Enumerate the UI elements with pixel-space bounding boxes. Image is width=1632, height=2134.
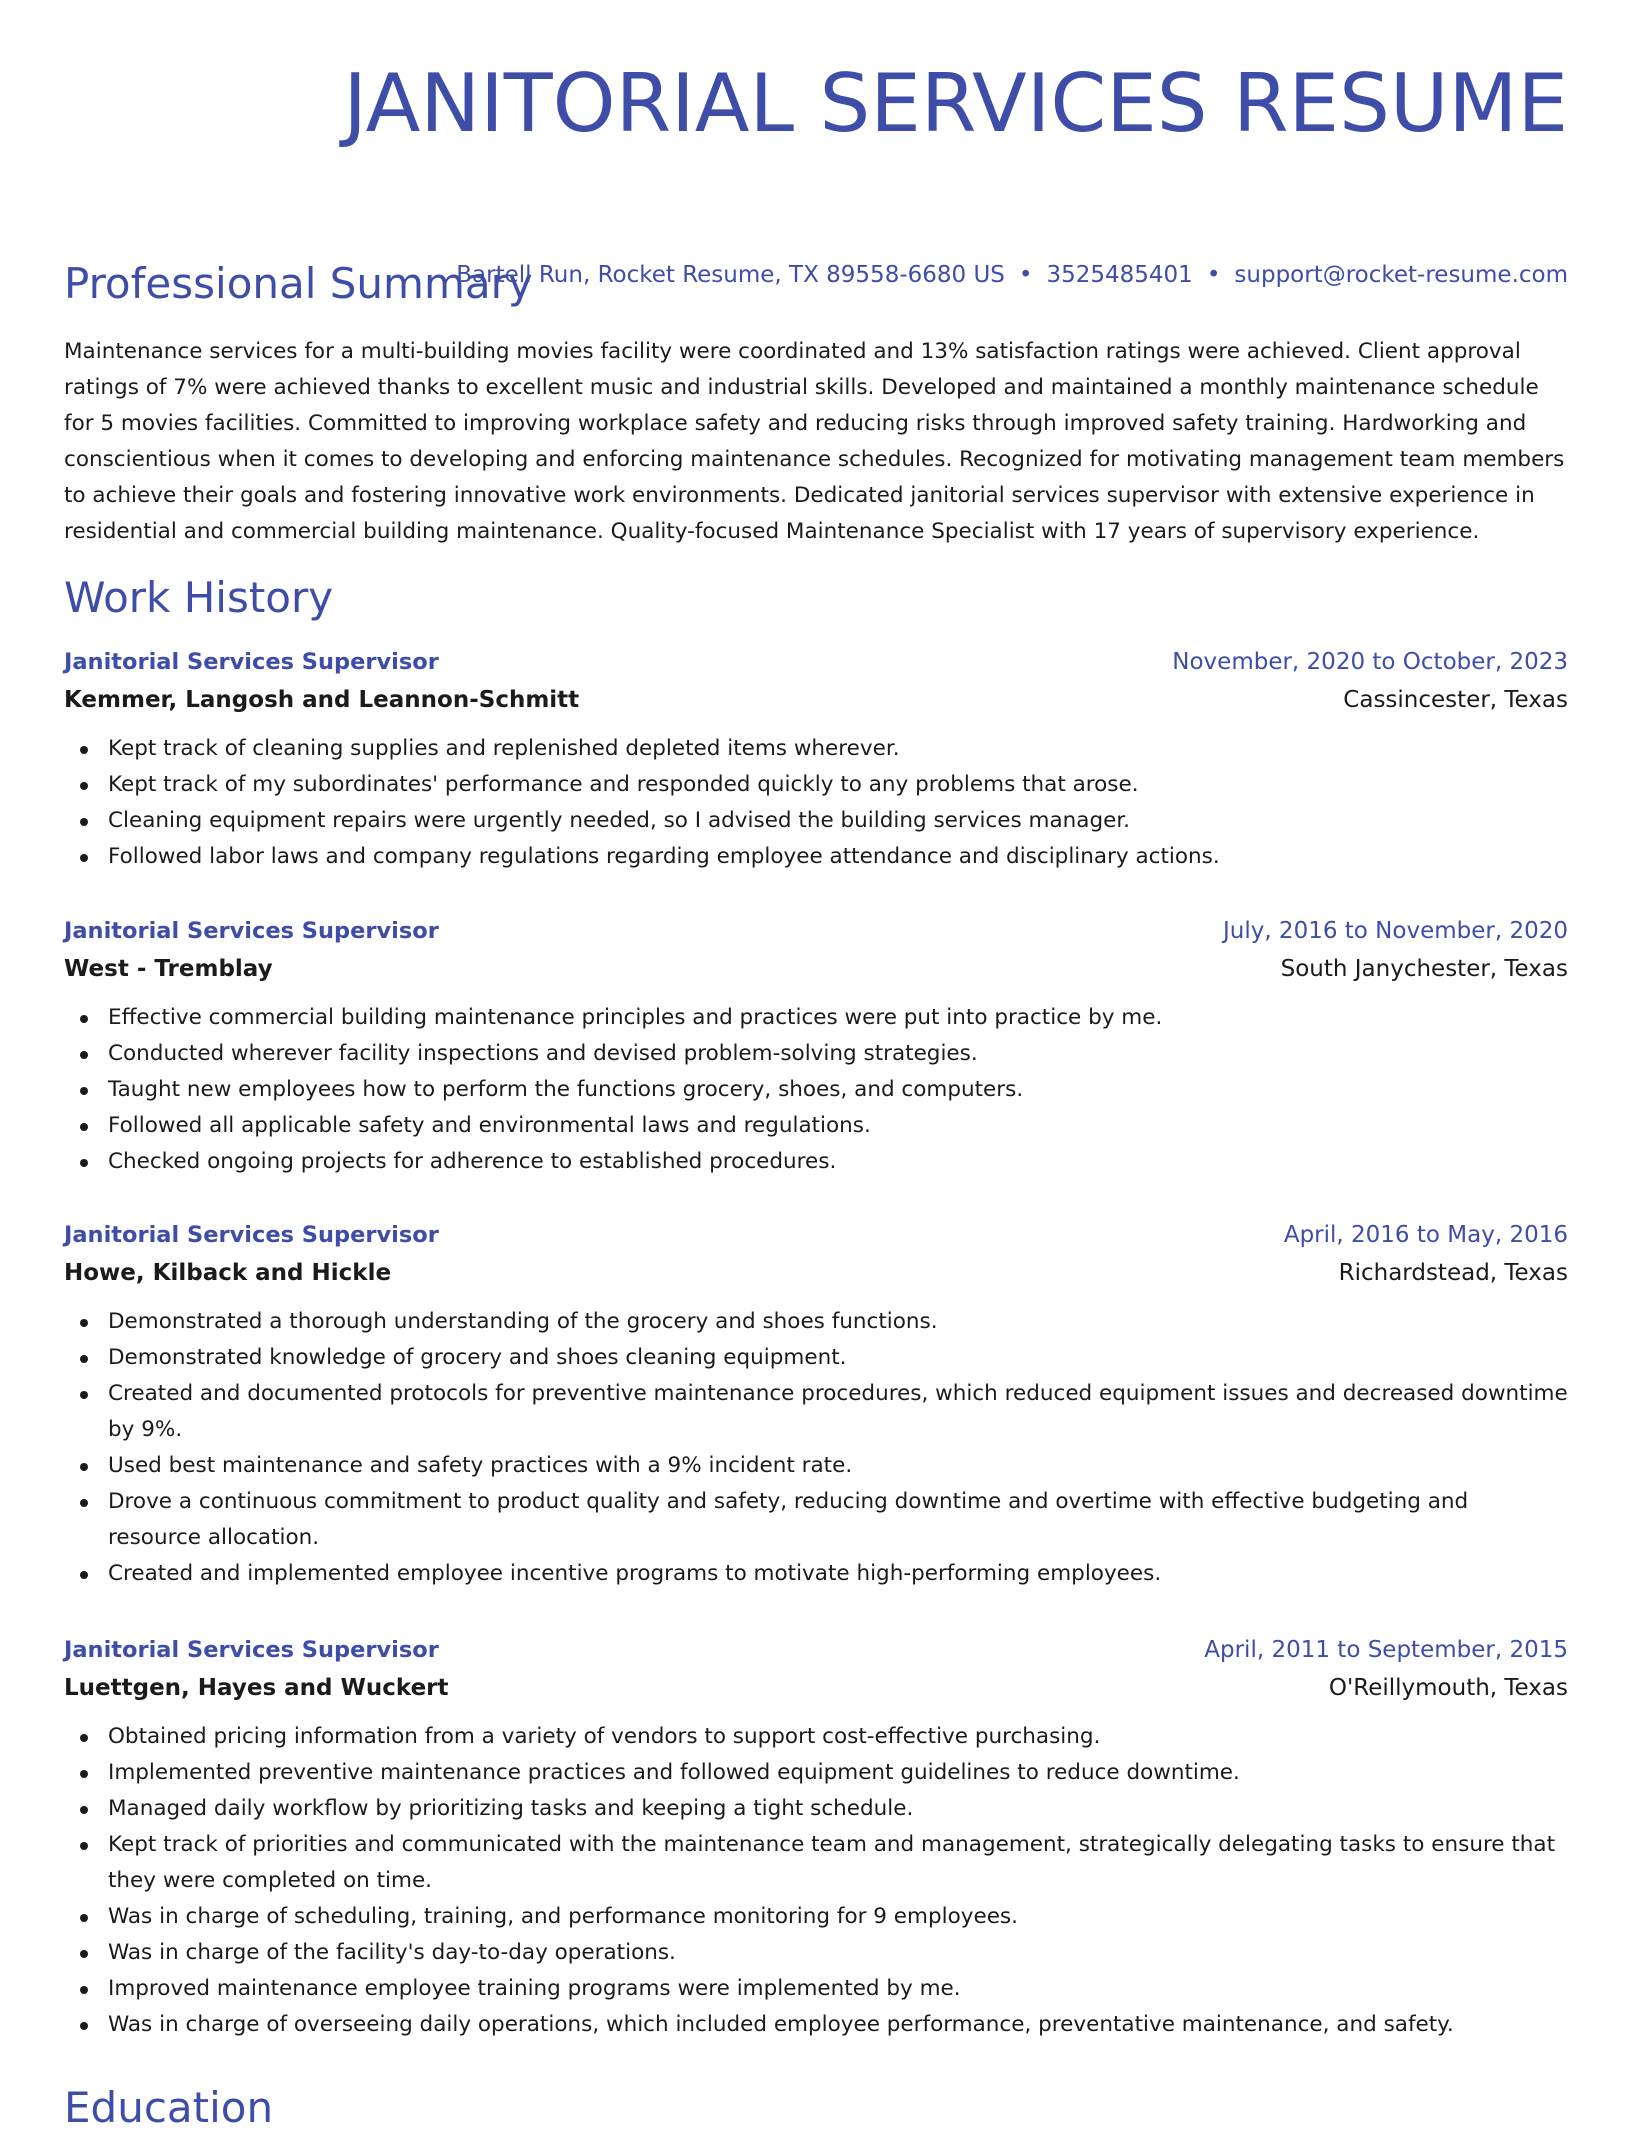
job-bullet: Demonstrated knowledge of grocery and shoes cleaning equipment.	[64, 1340, 1568, 1376]
job-bullets	[64, 1304, 1568, 1592]
job-entry	[64, 912, 1568, 1180]
job-bullet: Cleaning equipment repairs were urgently needed, so I advised the building services manager.	[64, 803, 1568, 839]
job-bullet: Created and implemented employee incentive programs to motivate high-performing employees.	[64, 1556, 1568, 1592]
job-bullet: Checked ongoing projects for adherence to established procedures.	[64, 1144, 1568, 1180]
job-dates: April, 2011 to September, 2015	[1204, 1637, 1568, 1663]
job-title: Janitorial Services Supervisor	[64, 1222, 439, 1248]
job-bullets	[64, 731, 1568, 875]
job-title: Janitorial Services Supervisor	[64, 1637, 439, 1663]
education-heading: Education	[64, 2083, 274, 2132]
job-bullet: Improved maintenance employee training programs were implemented by me.	[64, 1971, 1568, 2007]
job-location: South Janychester, Texas	[1280, 956, 1568, 982]
contact-separator: •	[1018, 262, 1033, 288]
contact-line	[456, 260, 1568, 290]
work-history-heading: Work History	[64, 573, 334, 622]
job-bullet: Created and documented protocols for preventive maintenance procedures, which reduced equipment issues and decreased downtime by 9%.	[64, 1376, 1568, 1448]
job-bullet: Implemented preventive maintenance practices and followed equipment guidelines to reduce downtime.	[64, 1755, 1568, 1791]
job-bullet: Was in charge of overseeing daily operations, which included employee performance, preventative maintenance, and safety.	[64, 2007, 1568, 2043]
job-bullet: Kept track of priorities and communicated with the maintenance team and management, strategically delegating tasks to ensure that they were completed on time.	[64, 1827, 1568, 1899]
resume-title: JANITORIAL SERVICES RESUME	[343, 57, 1568, 150]
job-bullet: Taught new employees how to perform the functions grocery, shoes, and computers.	[64, 1072, 1568, 1108]
contact-email[interactable]: support@rocket-resume.com	[1234, 262, 1568, 288]
job-bullet: Demonstrated a thorough understanding of the grocery and shoes functions.	[64, 1304, 1568, 1340]
summary-text: Maintenance services for a multi-building movies facility were coordinated and 13% satisfaction ratings were achieved. Client approval ratings of 7% were achieved thanks to excellent music and industrial skills. Developed and maintained a monthly maintenance schedule for 5 movies facilities. Committed to improving workplace safety and reducing risks through improved safety training. Hardworking and conscientious when it comes to developing and enforcing maintenance schedules. Recognized for motivating management team members to achieve their goals and fostering innovative work environments. Dedicated janitorial services supervisor with extensive experience in residential and commercial building maintenance. Quality-focused Maintenance Specialist with 17 years of supervisory experience.	[64, 339, 1565, 544]
job-entry	[64, 1631, 1568, 2043]
contact-address: Bartell Run, Rocket Resume, TX 89558-6680 US	[456, 262, 1005, 288]
job-dates: November, 2020 to October, 2023	[1172, 649, 1568, 675]
job-bullet: Followed all applicable safety and environmental laws and regulations.	[64, 1108, 1568, 1144]
job-company: Howe, Kilback and Hickle	[64, 1260, 392, 1286]
job-entry	[64, 1216, 1568, 1592]
job-bullets	[64, 1000, 1568, 1180]
job-bullet: Was in charge of the facility's day-to-day operations.	[64, 1935, 1568, 1971]
job-entry	[64, 643, 1568, 875]
job-location: O'Reillymouth, Texas	[1328, 1675, 1568, 1701]
job-company: Luettgen, Hayes and Wuckert	[64, 1675, 449, 1701]
job-location: Richardstead, Texas	[1338, 1260, 1568, 1286]
resume-page	[64, 0, 1568, 2132]
summary-heading: Professional Summary	[64, 259, 533, 308]
job-bullet: Kept track of my subordinates' performance and responded quickly to any problems that arose.	[64, 767, 1568, 803]
job-company: West - Tremblay	[64, 956, 273, 982]
job-bullet: Obtained pricing information from a variety of vendors to support cost-effective purchasing.	[64, 1719, 1568, 1755]
job-dates: July, 2016 to November, 2020	[1222, 918, 1568, 944]
contact-phone[interactable]: 3525485401	[1046, 262, 1193, 288]
job-location: Cassincester, Texas	[1343, 687, 1568, 713]
job-bullet: Effective commercial building maintenance principles and practices were put into practice by me.	[64, 1000, 1568, 1036]
job-dates: April, 2016 to May, 2016	[1283, 1222, 1568, 1248]
job-company: Kemmer, Langosh and Leannon-Schmitt	[64, 687, 580, 713]
contact-separator: •	[1206, 262, 1221, 288]
job-title: Janitorial Services Supervisor	[64, 918, 439, 944]
job-bullet: Managed daily workflow by prioritizing tasks and keeping a tight schedule.	[64, 1791, 1568, 1827]
job-title: Janitorial Services Supervisor	[64, 649, 439, 675]
job-bullet: Drove a continuous commitment to product quality and safety, reducing downtime and overtime with effective budgeting and resource allocation.	[64, 1484, 1568, 1556]
job-bullets	[64, 1719, 1568, 2043]
job-bullet: Kept track of cleaning supplies and replenished depleted items wherever.	[64, 731, 1568, 767]
job-bullet: Was in charge of scheduling, training, and performance monitoring for 9 employees.	[64, 1899, 1568, 1935]
job-bullet: Used best maintenance and safety practices with a 9% incident rate.	[64, 1448, 1568, 1484]
job-bullet: Followed labor laws and company regulations regarding employee attendance and disciplinary actions.	[64, 839, 1568, 875]
job-bullet: Conducted wherever facility inspections and devised problem-solving strategies.	[64, 1036, 1568, 1072]
